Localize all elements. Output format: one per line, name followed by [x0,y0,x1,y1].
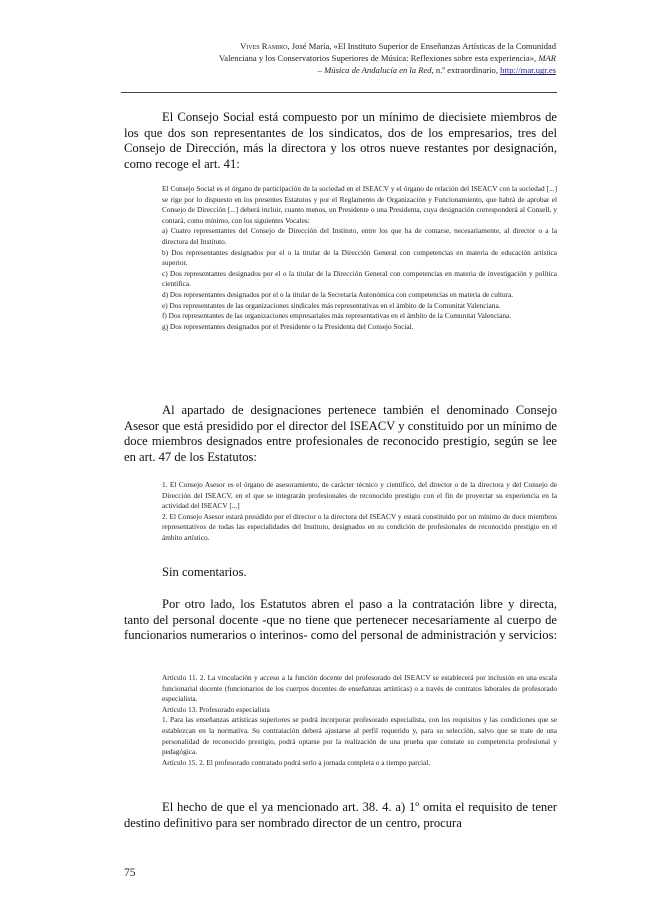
quote-point-2: 2. El Consejo Asesor estará presidido por el director o la directora del ISEACV y estará constituido por un mínimo de doce miembros representativos de todas las especialidades del Instituto, designados en su condición de profesionales de reconocido prestigio en el ámbito artístico. [162,511,557,542]
quote-item-d: d) Dos representantes designados por el o la titular de la Secretaría Autonómica con competencias en materia de cultura. [162,289,514,299]
quote-item-f: f) Dos representantes de las organizaciones empresariales más representativas en el ámbito de la Comunitat Valenciana. [162,311,512,321]
quote-item-c: c) Dos representantes designados por el o la titular de la Dirección General con competencias en materia de investigación y política científica. [162,268,557,289]
quote-point-1: 1. El Consejo Asesor es el órgano de asesoramiento, de carácter técnico y científico, del director o de la directora y del Consejo de Dirección del ISEACV, en el que se integrarán profesionales de reconocido prestigio con el fin de proyectar su experiencia en la actividad del ISEACV [...] [162,480,557,511]
header-citation-start: , José María, «El Instituto Superior de Enseñanzas Artísticas de la Comunidad [287,41,556,51]
quote-article-15: Artículo 15. 2. El profesorado contratado podrá serlo a jornada completa o a tiempo parcial. [162,757,431,767]
quote-intro: El Consejo Social es el órgano de participación de la sociedad en el ISEACV y el órgano de relación del ISEACV con la sociedad [...] se rige por lo dispuesto en los presentes Estatutos y por el Reglamento de Organización y Funcionamiento, que habrá de aprobar el Consejo de Dirección [...] deberá incluir, cuanto menos, un Presidente o una Presidenta, cuya designación corresponderá al Consell, y contará, como mínimo, con los siguientes Vocales: [162,184,557,225]
issue-info: , n.º extraordinario, [431,65,501,76]
header-line-2 [120,52,556,64]
quote-article-41 [162,184,557,332]
running-header [120,40,556,77]
paragraph-final: El hecho de que el ya mencionado art. 38. 4. a) 1º omita el requisito de tener destino definitivo para ser nombrado director de un centro, procura [124,800,557,830]
journal-link[interactable]: http://mar.ugr.es [500,65,556,76]
header-line-1 [120,40,556,52]
journal-name: – Música de Andalucía en la Red [317,65,432,76]
quote-item-text: Dos representantes designados por el Presidente o la Presidenta del Consejo Social. [168,321,414,331]
header-citation-title: Valenciana y los Conservatorios Superiores de Música: Reflexiones sobre esta experiencia», [219,53,539,64]
quote-item-marker: g) [162,321,169,331]
quote-article-13-heading: Artículo 13. Profesorado especialista [162,704,270,714]
quote-article-11: Artículo 11. 2. La vinculación y acceso a la función docente del profesorado del ISEACV se establecerá por inclusión en una escala funcionarial docente (funcionarios de los cuerpos docentes de enseñanzas artísticas) o a través de contratos laborales de profesorado especialista. [162,673,557,704]
paragraph-consejo-social: El Consejo Social está compuesto por un mínimo de diecisiete miembros de los que dos son representantes de los sindicatos, dos de los empresarios, tres del Consejo de Dirección, más la directora y los otros nueve restantes por designación, como recoge el art. 41: [124,110,557,172]
journal-abbreviation: MAR [538,53,556,64]
page-number: 75 [124,867,136,879]
paragraph-contratacion: Por otro lado, los Estatutos abren el paso a la contratación libre y directa, tanto del personal docente -que no tiene que pertenecer necesariamente al cuerpo de funcionarios numerarios o interinos- como del personal de administración y servicios: [124,597,557,643]
quote-article-47 [162,480,557,544]
quote-item-a: a) Cuatro representantes del Consejo de Dirección del Instituto, entre los que ha de contarse, necesariamente, al director o a la directora del Instituto. [162,226,557,246]
quote-item-b: b) Dos representantes designados por el o la titular de la Dirección General con competencias en materia de educación artística superior. [162,247,557,268]
paragraph-consejo-asesor: Al apartado de designaciones pertenece también el denominado Consejo Asesor que está presidido por el director del ISEACV y constituido por un mínimo de doce miembros designados entre profesionales de reconocido prestigio, según se lee en art. 47 de los Estatutos: [124,403,557,465]
paragraph-sin-comentarios: Sin comentarios. [162,565,247,579]
author-surname: Vives Ramiro [240,41,288,51]
quote-article-13-point-1: 1. Para las enseñanzas artísticas superiores se podrá incorporar profesorado especialista, con los requisitos y las condiciones que se establezcan en la normativa. Su contratación deberá ajustarse al perfil requerido y, para su selección, salvo que se trate de una personalidad de reconocido prestigio, podrá optarse por la realización de una prueba que constate su competencia profesional y pedagógica. [162,715,557,757]
header-line-3 [120,64,556,76]
header-divider [121,92,557,93]
quote-item-e: e) Dos representantes de las organizaciones sindicales más representativas en el ámbito de la Comunitat Valenciana. [162,300,501,310]
quote-articulos-profesorado [162,673,557,768]
